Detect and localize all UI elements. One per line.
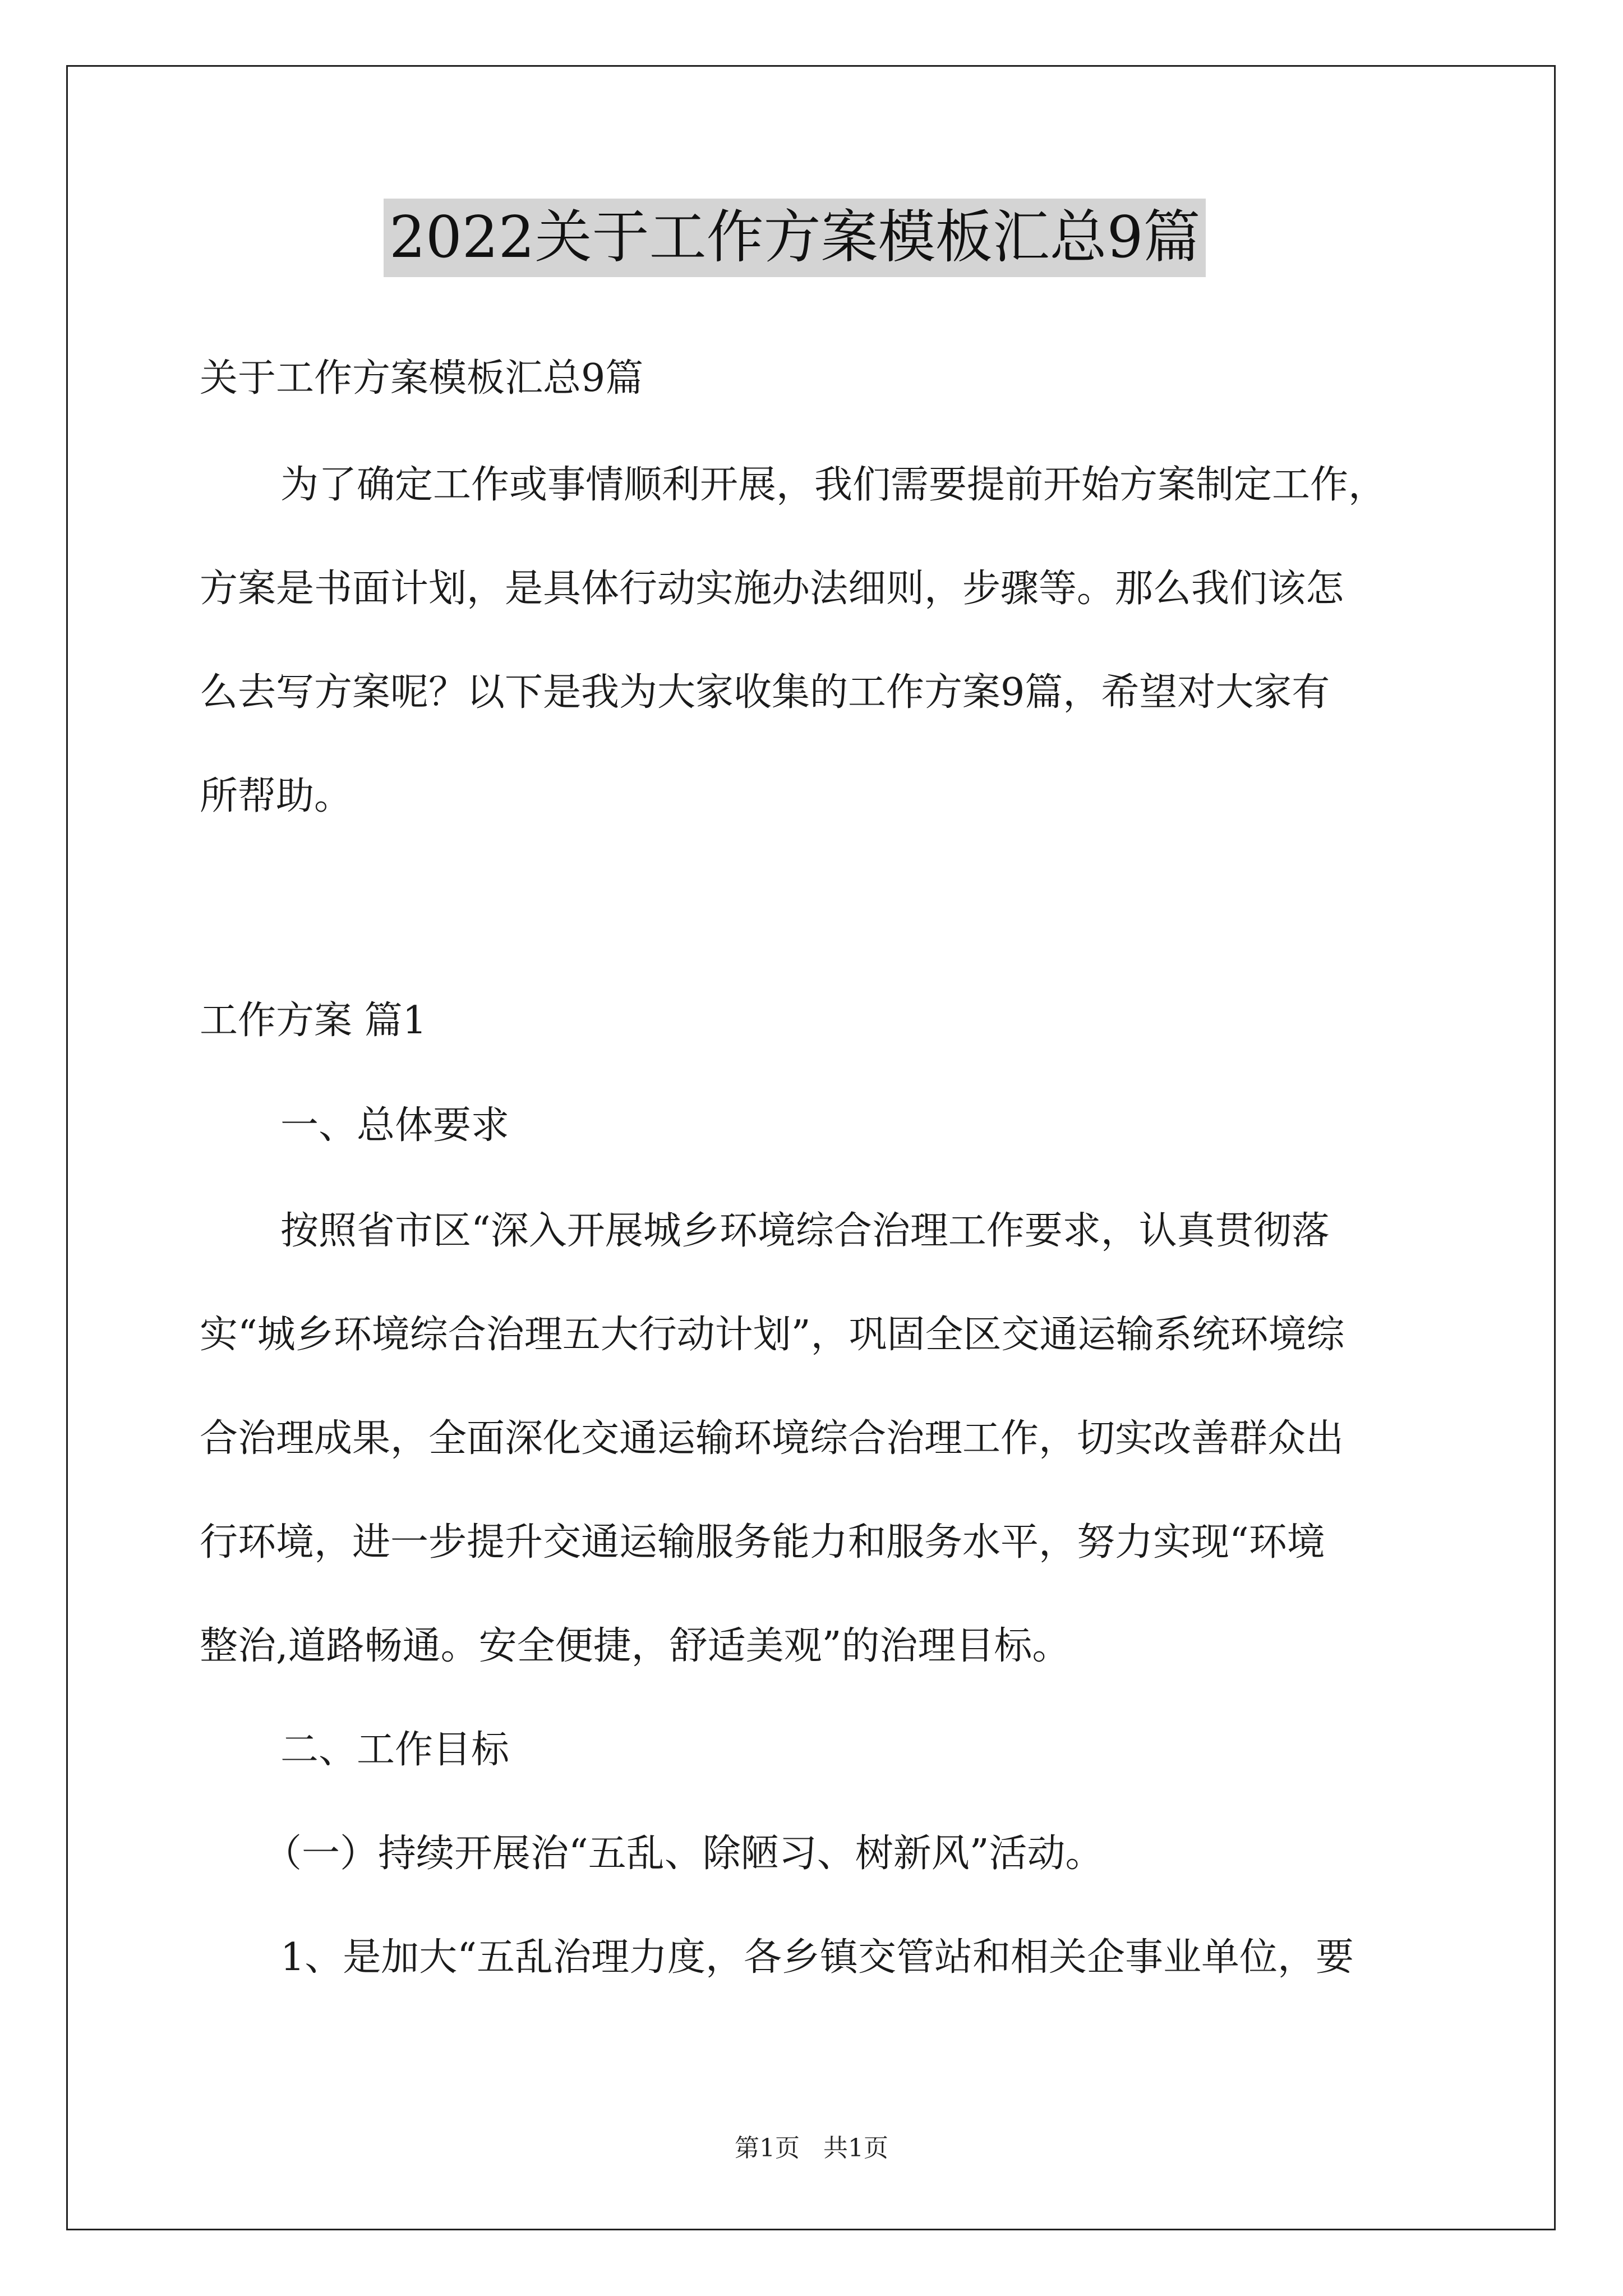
- part1-line-3: 合治理成果，全面深化交通运输环境综合治理工作，切实改善群众出: [200, 1416, 1344, 1461]
- intro-line-1: 为了确定工作或事情顺利开展，我们需要提前开始方案制定工作，: [280, 463, 1387, 507]
- part1-line-1: 按照省市区“深入开展城乡环境综合治理工作要求，认真贯彻落: [280, 1209, 1330, 1253]
- document-subtitle: 关于工作方案模板汇总9篇: [200, 356, 644, 401]
- section-heading: 工作方案 篇1: [200, 999, 427, 1043]
- part2-heading: 二、工作目标: [280, 1728, 510, 1772]
- part1-line-5: 整治,道路畅通。安全便捷，舒适美观”的治理目标。: [200, 1624, 1071, 1668]
- part1-line-2: 实“城乡环境综合治理五大行动计划”，巩固全区交通运输系统环境综: [200, 1313, 1345, 1357]
- part2-item-1: 1、是加大“五乱治理力度，各乡镇交管站和相关企事业单位，要: [280, 1935, 1354, 1980]
- intro-line-3: 么去写方案呢？以下是我为大家收集的工作方案9篇，希望对大家有: [200, 670, 1330, 715]
- part1-line-4: 行环境，进一步提升交通运输服务能力和服务水平，努力实现“环境: [200, 1520, 1325, 1565]
- part1-heading: 一、总体要求: [280, 1103, 510, 1148]
- part2-subheading: （一）持续开展治“五乱、除陋习、树新风”活动。: [264, 1832, 1104, 1876]
- document-title: 2022关于工作方案模板汇总9篇: [384, 199, 1206, 277]
- intro-line-4: 所帮助。: [200, 774, 353, 818]
- intro-line-2: 方案是书面计划，是具体行动实施办法细则，步骤等。那么我们该怎: [200, 567, 1344, 611]
- page-footer: 第1页 共1页: [735, 2134, 888, 2162]
